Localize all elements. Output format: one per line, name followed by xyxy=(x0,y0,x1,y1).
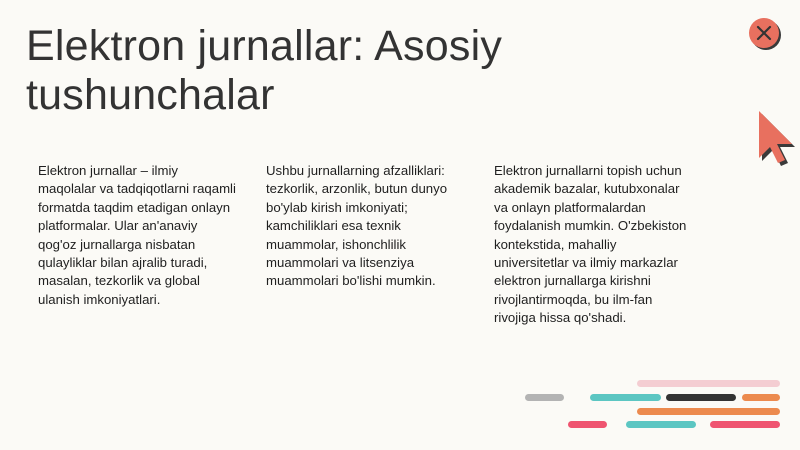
text-column-2: Ushbu jurnallarning afzalliklari: tezkorlik, arzonlik, butun dunyo bo'ylab kirish imkoniyati; kamchiliklari esa texnik muammolar, ishonchlilik muammolari va litsenziya muammolari bo'lishi mumkin. xyxy=(266,163,448,289)
close-icon xyxy=(747,17,781,51)
text-column-1: Elektron jurnallar – ilmiy maqolalar va tadqiqotlarni raqamli formatda taqdim etadigan onlayn platformalar. Ular an'anaviy qog'oz jurnallarga nisbatan qulayliklar bilan ajralib turadi, masalan, tezkorlik va global ulanish imkoniyatlari. xyxy=(38,163,236,307)
decor-bar-orange-1 xyxy=(742,394,780,401)
decor-bar-teal-1 xyxy=(590,394,661,401)
decor-bar-red-2 xyxy=(710,421,780,428)
close-button[interactable] xyxy=(747,17,781,51)
decor-bar-gray xyxy=(525,394,564,401)
decor-bar-dark xyxy=(666,394,736,401)
text-column-3: Elektron jurnallarni topish uchun akademik bazalar, kutubxonalar va onlayn platformalardan foydalanish mumkin. O'zbekiston kontekstida, mahalliy universitetlar va ilmiy markazlar elektron jurnallarga kirishni rivojlantirmoqda, bu ilm-fan rivojiga hissa qo'shadi. xyxy=(494,163,687,326)
slide-title: Elektron jurnallar: Asosiy tushunchalar xyxy=(26,22,503,119)
cursor-arrow-icon xyxy=(755,108,797,170)
decor-bar-red xyxy=(568,421,607,428)
decor-bar-pink-top xyxy=(637,380,780,387)
decor-bar-orange-2 xyxy=(637,408,780,415)
decor-bar-teal-2 xyxy=(626,421,696,428)
